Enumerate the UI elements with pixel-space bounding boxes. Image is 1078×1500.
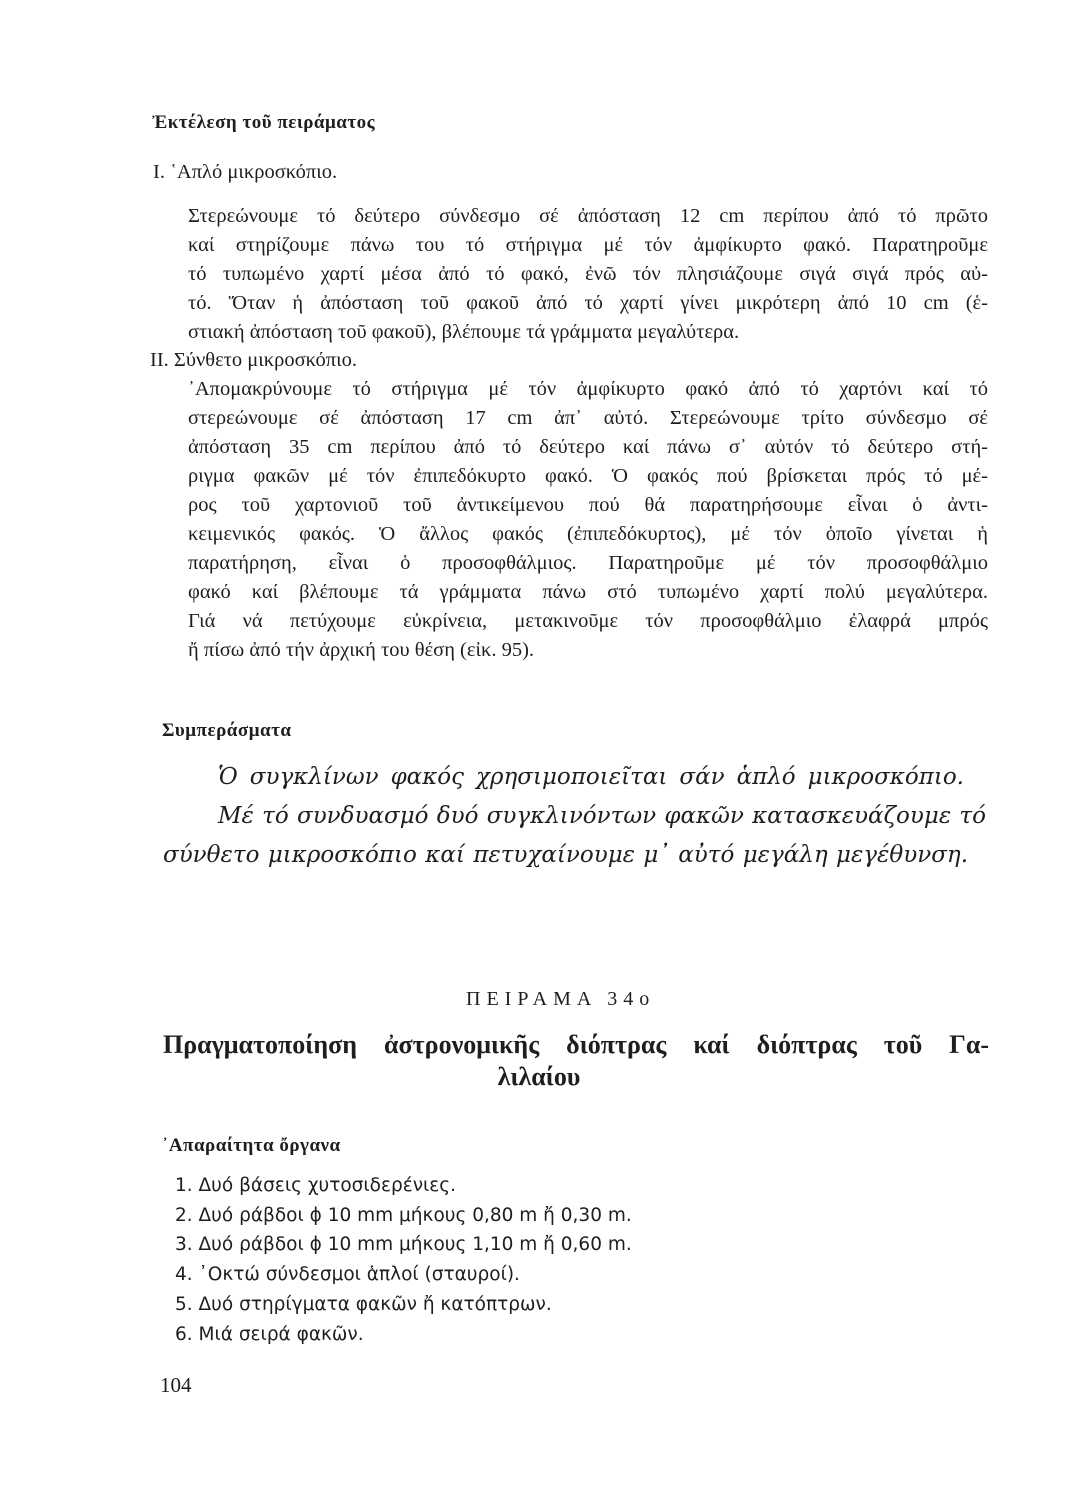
body-line: Γιά νά πετύχουμε εὐκρίνεια, μετακινοῦμε τόν προσοφθάλμιο ἐλαφρά μπρός — [188, 610, 988, 632]
experiment-title: Πραγματοποίηση ἀστρονομικῆς διόπτρας καί διόπτρας τοῦ Γα- — [163, 1030, 989, 1059]
body-line: ριγμα φακῶν μέ τόν ἐπιπεδόκυρτο φακό. Ὁ φακός πού βρίσκεται πρός τό μέ- — [188, 465, 988, 487]
conclusion-line: σύνθετο μικροσκόπιο καί πετυχαίνουμε μ᾿ αὐτό μεγάλη μεγέθυνση. — [163, 842, 968, 868]
body-line: ᾿Απομακρύνουμε τό στήριγμα μέ τόν ἀμφίκυρτο φακό ἀπό τό χαρτόνι καί τό — [188, 378, 988, 400]
body-line: στερεώνουμε σέ ἀπόσταση 17 cm ἀπ᾿ αὐτό. Στερεώνουμε τρίτο σύνδεσμο σέ — [188, 407, 988, 429]
instruments-heading: ᾿Απαραίτητα ὄργανα — [162, 1135, 341, 1156]
list-item: 5. Δυό στηρίγματα φακῶν ἤ κατόπτρων. — [175, 1294, 552, 1315]
execution-heading: Ἐκτέλεση τοῦ πειράματος — [152, 112, 376, 133]
body-line: παρατήρηση, εἶναι ὁ προσοφθάλμιος. Παρατηροῦμε μέ τόν προσοφθάλμιο — [188, 552, 988, 574]
list-item: 4. ᾿Οκτώ σύνδεσμοι ἁπλοί (σταυροί). — [175, 1264, 520, 1285]
page-number: 104 — [160, 1373, 192, 1397]
list-item: 1. Δυό βάσεις χυτοσιδερένιες. — [175, 1175, 457, 1196]
body-line: τό τυπωμένο χαρτί μέσα ἀπό τό φακό, ἐνῶ τόν πλησιάζουμε σιγά σιγά πρός αὐ- — [188, 263, 988, 285]
body-line: Στερεώνουμε τό δεύτερο σύνδεσμο σέ ἀπόσταση 12 cm περίπου ἀπό τό πρῶτο — [188, 205, 988, 227]
conclusion-line: Ὁ συγκλίνων φακός χρησιμοποιεῖται σάν ἁπλό μικροσκόπιο. — [218, 764, 964, 790]
compound-microscope-label: II. Σύνθετο μικροσκόπιο. — [150, 349, 358, 371]
body-line: καί στηρίζουμε πάνω του τό στήριγμα μέ τόν ἀμφίκυρτο φακό. Παρατηροῦμε — [188, 234, 988, 256]
experiment-title-continuation: λιλαίου — [497, 1062, 581, 1091]
body-line: ἀπόσταση 35 cm περίπου ἀπό τό δεύτερο καί πάνω σ᾿ αὐτόν τό δεύτερο στή- — [188, 436, 988, 458]
conclusions-heading: Συμπεράσματα — [162, 720, 292, 741]
body-line: στιακή ἀπόσταση τοῦ φακοῦ), βλέπουμε τά γράμματα μεγαλύτερα. — [188, 321, 740, 343]
simple-microscope-label: I. ῾Απλό μικροσκόπιο. — [153, 161, 338, 183]
body-line: φακό καί βλέπουμε τά γράμματα πάνω στό τυπωμένο χαρτί πολύ μεγαλύτερα. — [188, 581, 988, 603]
body-line: τό. Ὅταν ἡ ἀπόσταση τοῦ φακοῦ ἀπό τό χαρτί γίνει μικρότερη ἀπό 10 cm (ἑ- — [188, 292, 988, 314]
body-line: κειμενικός φακός. Ὁ ἄλλος φακός (ἐπιπεδόκυρτος), μέ τόν ὁποῖο γίνεται ἡ — [188, 523, 988, 545]
conclusion-line: Μέ τό συνδυασμό δυό συγκλινόντων φακῶν κατασκευάζουμε τό — [218, 803, 986, 829]
list-item: 6. Μιά σειρά φακῶν. — [175, 1324, 364, 1345]
list-item: 3. Δυό ράβδοι ϕ 10 mm μήκους 1,10 m ἤ 0,60 m. — [175, 1234, 632, 1255]
list-item: 2. Δυό ράβδοι ϕ 10 mm μήκους 0,80 m ἤ 0,30 m. — [175, 1205, 632, 1226]
body-line: ἤ πίσω ἀπό τήν ἀρχική του θέση (εἰκ. 95). — [188, 639, 535, 661]
experiment-label: ΠΕΙΡΑΜΑ 34ο — [466, 988, 656, 1010]
body-line: ρος τοῦ χαρτονιοῦ τοῦ ἀντικείμενου πού θά παρατηρήσουμε εἶναι ὁ ἀντι- — [188, 494, 988, 516]
